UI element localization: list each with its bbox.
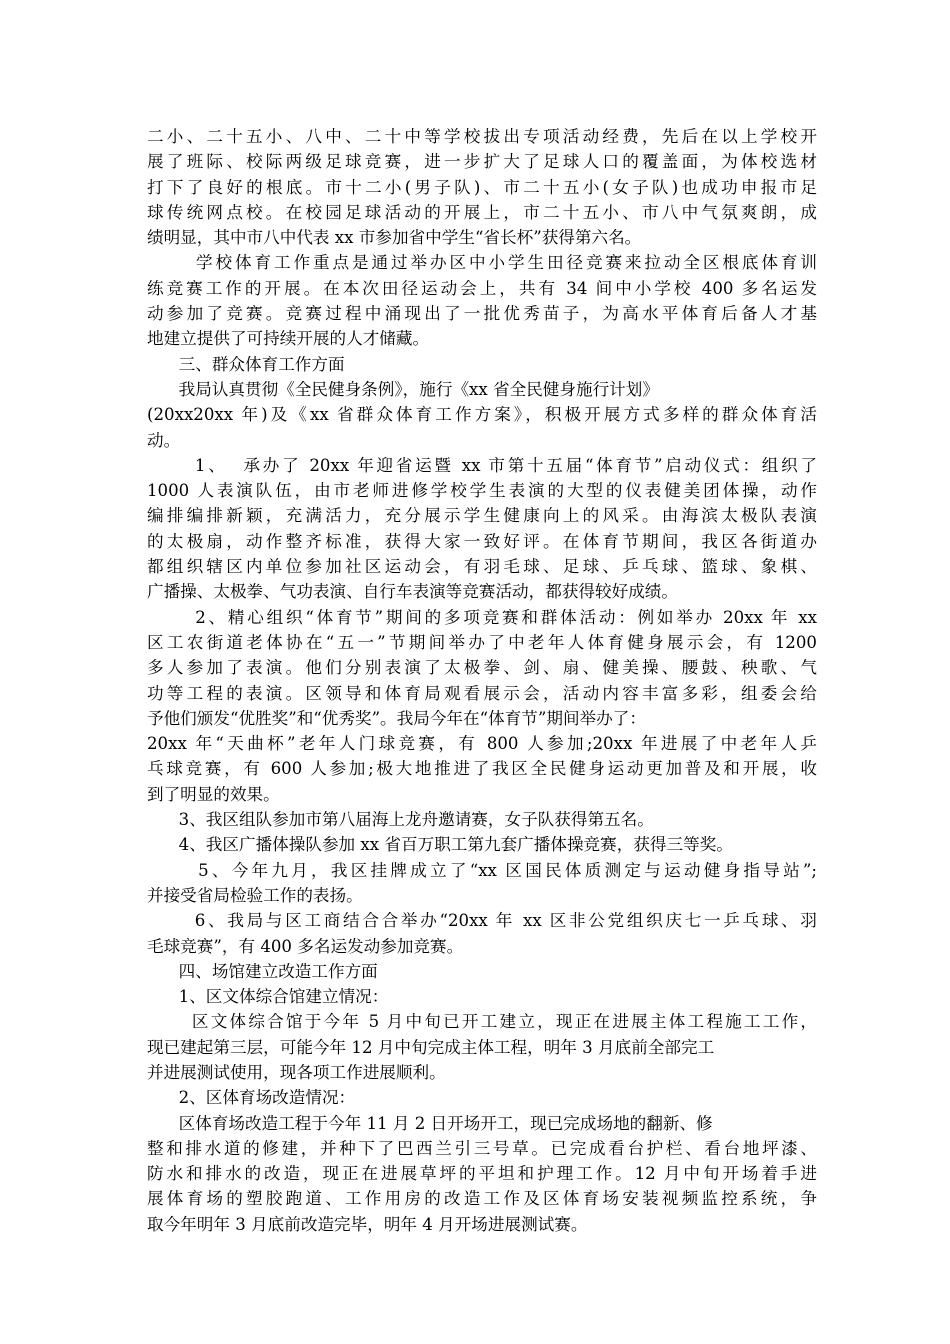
text-line: 到了明显的效果。 [147,784,280,804]
text-line: 三、群众体育工作方面 [147,354,345,374]
text-line: 1000 人表演队伍，由市老师进修学校学生表演的大型的仪表健美团体操，动作 [147,481,817,501]
text-line: 区文体综合馆于今年 5 月中旬已开工建立，现正在进展主体工程施工工作， [147,1012,817,1032]
text-line: 编排编排新颖，充满活力，充分展示学生健康向上的风采。由海滨太极队表演 [147,506,817,526]
text-line: 毛球竞赛”，有 400 多名运发动参加竞赛。 [147,936,464,956]
text-line: 取今年明年 3 月底前改造完毕，明年 4 月开场进展测试赛。 [147,1214,588,1234]
text-line: 区工农街道老体协在“五一”节期间举办了中老年人体育健身展示会，有 1200 [147,632,817,652]
text-line: 打下了良好的根底。市十二小(男子队)、市二十五小(女子队)也成功申报市足 [147,177,817,197]
text-line: 乓球竞赛，有 600 人参加;极大地推进了我区全民健身运动更加普及和开展，收 [147,759,817,779]
text-line: 学校体育工作重点是通过举办区中小学生田径竞赛来拉动全区根底体育训 [147,253,817,273]
text-line: 并进展测试使用，现各项工作进展顺利。 [147,1062,446,1082]
text-line: 2、精心组织“体育节”期间的多项竞赛和群体活动：例如举办 20xx 年 xx [147,607,817,627]
text-line: 予他们颁发“优胜奖”和“优秀奖”。我局今年在“体育节”期间举办了： [147,708,646,728]
text-line: 展体育场的塑胶跑道、工作用房的改造工作及区体育场安装视频监控系统，争 [147,1189,817,1209]
text-line: 现已建起第三层，可能今年 12 月中旬完成主体工程，明年 3 月底前全部完工 [147,1037,715,1057]
text-line: 的太极扇，动作整齐标准，获得大家一致好评。在体育节期间，我区各街道办 [147,531,817,551]
text-line: 20xx 年“天曲杯”老年人门球竞赛，有 800 人参加;20xx 年进展了中老年人乒 [147,734,817,754]
text-line: 1、区文体综合馆建立情况： [147,987,389,1007]
text-line: 动参加了竞赛。竞赛过程中涌现出了一批优秀苗子，为高水平体育后备人才基 [147,304,817,324]
text-line: 4、我区广播体操队参加 xx 省百万职工第九套广播体操竞赛，获得三等奖。 [147,835,733,855]
text-line: 球传统网点校。在校园足球活动的开展上，市二十五小、市八中气氛爽朗，成 [147,202,817,222]
text-line: 展了班际、校际两级足球竞赛，进一步扩大了足球人口的覆盖面，为体校选材 [147,152,817,172]
text-line: 整和排水道的修建，并种下了巴西兰引三号草。已完成看台护栏、看台地坪漆、 [147,1138,817,1158]
text-line: 并接受省局检验工作的表扬。 [147,885,363,905]
text-line: 四、场馆建立改造工作方面 [147,961,378,981]
text-line: 区体育场改造工程于今年 11 月 2 日开场开工，现已完成场地的翻新、修 [147,1113,713,1133]
text-line: 多人参加了表演。他们分别表演了太极拳、剑、扇、健美操、腰鼓、秧歌、气 [147,658,817,678]
text-line: 动。 [147,430,181,450]
text-line: 地建立提供了可持续开展的人才储藏。 [147,329,430,349]
text-line: 防水和排水的改造，现正在进展草坪的平坦和护理工作。12 月中旬开场着手进 [147,1164,817,1184]
text-line: 2、区体育场改造情况： [147,1088,356,1108]
text-line: 练竞赛工作的开展。在本次田径运动会上，共有 34 间中小学校 400 多名运发 [147,278,817,298]
text-line: 5、今年九月，我区挂牌成立了“xx 区国民体质测定与运动健身指导站”; [147,860,817,880]
text-line: 广播操、太极拳、气功表演、自行车表演等竞赛活动，都获得较好成绩。 [147,582,678,602]
text-line: 绩明显，其中市八中代表 xx 市参加省中学生“省长杯”获得第六名。 [147,228,642,248]
text-line: 6、我局与区工商结合合举办“20xx 年 xx 区非公党组织庆七一乒乓球、羽 [147,911,817,931]
text-line: 都组织辖区内单位参加社区运动会，有羽毛球、足球、乒乓球、篮球、象棋、 [147,557,817,577]
text-line: (20xx20xx 年)及《xx 省群众体育工作方案》，积极开展方式多样的群众体育活 [147,405,817,425]
document-body-text [147,124,817,1237]
text-line: 二小、二十五小、八中、二十中等学校拔出专项活动经费，先后在以上学校开 [147,127,817,146]
text-line: 3、我区组队参加市第八届海上龙舟邀请赛，女子队获得第五名。 [147,810,654,830]
text-line: 1、 承办了 20xx 年迎省运暨 xx 市第十五届“体育节”启动仪式：组织了 [147,455,817,475]
text-line: 功等工程的表演。区领导和体育局观看展示会，活动内容丰富多彩，组委会给 [147,683,817,703]
text-line: 我局认真贯彻《全民健身条例》，施行《xx 省全民健身施行计划》 [147,379,659,399]
